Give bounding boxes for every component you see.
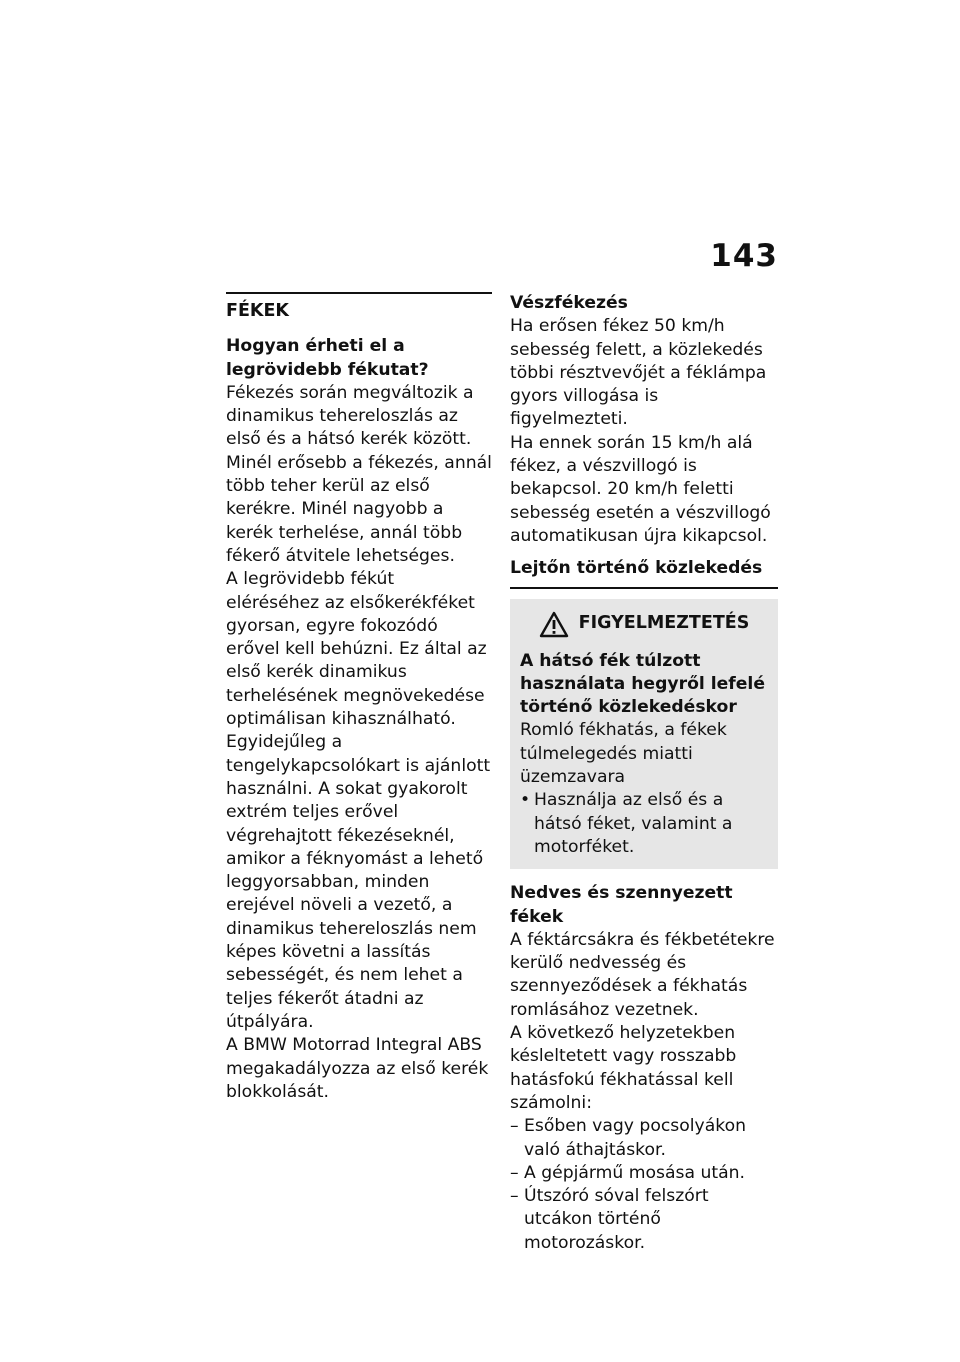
paragraph: Ha ennek során 15 km/h alá fékez, a vészvillogó is bekapcsol. 20 km/h feletti sebesség esetén a vészvillogó automatikusan újra kikapcsol.	[510, 432, 771, 546]
warning-title: FIGYELMEZTETÉS	[578, 613, 750, 634]
paragraph: A következő helyzetekben késleltetett vagy rosszabb hatásfokú fékhatással kell számolni:	[510, 1023, 737, 1113]
warning-text: Romló fékhatás, a fékek túlmelegedés miatti üzemzavara	[520, 720, 727, 788]
downhill-rule	[510, 587, 778, 589]
section-rule	[226, 292, 492, 294]
downhill-heading: Lejtőn történő közlekedés	[510, 558, 763, 579]
dash-mark: –	[510, 1162, 519, 1183]
section-title: FÉKEK	[226, 301, 289, 321]
warning-heading: A hátsó fék túlzott használata hegyről lefelé történő közlekedéskor	[520, 650, 765, 718]
warning-box	[510, 599, 778, 870]
list-item-text: Útszóró sóval felszórt utcákon történő motorozáskor.	[524, 1186, 709, 1253]
warning-triangle-icon	[539, 611, 569, 638]
paragraph: A BMW Motorrad Integral ABS megakadályozza az első kerék blokkolását.	[226, 1035, 489, 1102]
list-item	[510, 1162, 778, 1185]
paragraph: A féktárcsákra és fékbetétekre kerülő nedvesség és szennyeződések a fékhatás romlásához vezetnek.	[510, 929, 775, 1020]
wet-heading: Nedves és szennyezett fékek	[510, 883, 733, 927]
dash-mark: –	[510, 1186, 519, 1207]
right-column	[510, 292, 778, 1255]
question-heading: Hogyan érheti el a legrövidebb fékutat?	[226, 336, 429, 380]
bullet-mark: •	[520, 790, 531, 811]
list-item	[510, 1115, 778, 1162]
paragraph: Fékezés során megváltozik a dinamikus tehereloszlás az első és a hátsó kerék között. Minél erősebb a fékezés, annál több teher kerül az első kerékre. Minél nagyobb a kerék terhelése, annál több fékerő átvitele lehetséges.	[226, 382, 492, 566]
emergency-heading: Vészfékezés	[510, 293, 628, 313]
dash-mark: –	[510, 1116, 519, 1137]
list-item-text: Esőben vagy pocsolyákon való áthajtáskor.	[524, 1116, 746, 1160]
warning-bullet	[520, 789, 768, 859]
left-column	[226, 292, 492, 1104]
page-number: 143	[710, 238, 778, 274]
list-item	[510, 1185, 778, 1255]
list-item-text: A gépjármű mosása után.	[524, 1162, 746, 1183]
warning-title-row	[520, 611, 768, 638]
paragraph: Ha erősen fékez 50 km/h sebesség felett, a közlekedés többi résztvevőjét a féklámpa gyors villogása is figyelmezteti.	[510, 316, 767, 430]
paragraph: A legrövidebb fékút eléréséhez az elsőkerékféket gyorsan, egyre fokozódó erővel kell behúzni. Ez által az első kerék dinamikus terhelésének megnövekedése optimálisan kihasználható. Egyidejűleg a tengelykapcsolókart is ajánlott használni. A sokat gyakorolt extrém teljes erővel végrehajtott fékezéseknél, amikor a féknyomást a lehető leggyorsabban, minden erejével növeli a vezető, a dinamikus tehereloszlás nem képes követni a lassítás sebességét, és nem lehet a teljes fékerőt átadni az útpályára.	[226, 569, 491, 1032]
bullet-text: Használja az első és a hátsó féket, valamint a motorféket.	[534, 790, 733, 857]
